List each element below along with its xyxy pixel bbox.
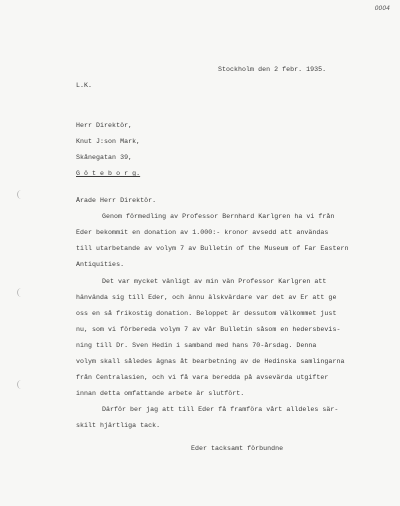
- body-line: Därför ber jag att till Eder få framföra vårt alldeles sär-: [102, 406, 339, 413]
- sender-initials: L.K.: [76, 82, 93, 89]
- body-line: hänvända sig till Eder, och ännu älskvärdare var det av Er att ge: [76, 294, 337, 301]
- body-line: Antiquities.: [76, 261, 125, 268]
- body-line: till utarbetande av volym 7 av Bulletin of the Museum of Far Eastern: [76, 245, 349, 252]
- body-line: Det var mycket vänligt av min vän Professor Karlgren att: [102, 278, 327, 285]
- place-date: Stockholm den 2 febr. 1935.: [218, 66, 327, 73]
- archive-number: 0004: [374, 5, 390, 12]
- body-line: oss en så frikostig donation. Beloppet är dessutom välkommet just: [76, 310, 337, 317]
- body-line: från Centralasien, och vi få vara beredda på avsevärda utgifter: [76, 374, 329, 381]
- punch-hole-mark: [17, 288, 25, 297]
- punch-hole-mark: [17, 380, 25, 389]
- body-line: Eder bekommit en donation av 1.000:- kronor avsedd att användas: [76, 229, 329, 236]
- body-line: Genom förmedling av Professor Bernhard Karlgren ha vi från: [102, 213, 335, 220]
- body-line: skilt hjärtliga tack.: [76, 422, 161, 429]
- closing: Eder tacksamt förbundne: [191, 445, 284, 452]
- body-line: ning till Dr. Sven Hedin i samband med hans 70-årsdag. Denna: [76, 342, 317, 349]
- recipient-title: Herr Direktör,: [76, 122, 133, 129]
- body-line: volym skall således ägnas åt bearbetning av de Hedinska samlingarna: [76, 358, 345, 365]
- salutation: Ärade Herr Direktör.: [76, 197, 157, 204]
- body-line: innan detta omfattande arbete är slutfört.: [76, 390, 245, 397]
- punch-hole-mark: [17, 190, 25, 199]
- recipient-city: G ö t e b o r g.: [76, 170, 141, 177]
- recipient-street: Skånegatan 39,: [76, 154, 133, 161]
- body-line: nu, som vi förbereda volym 7 av vår Bulletin såsom en hedersbevis-: [76, 326, 341, 333]
- recipient-name: Knut J:son Mark,: [76, 138, 141, 145]
